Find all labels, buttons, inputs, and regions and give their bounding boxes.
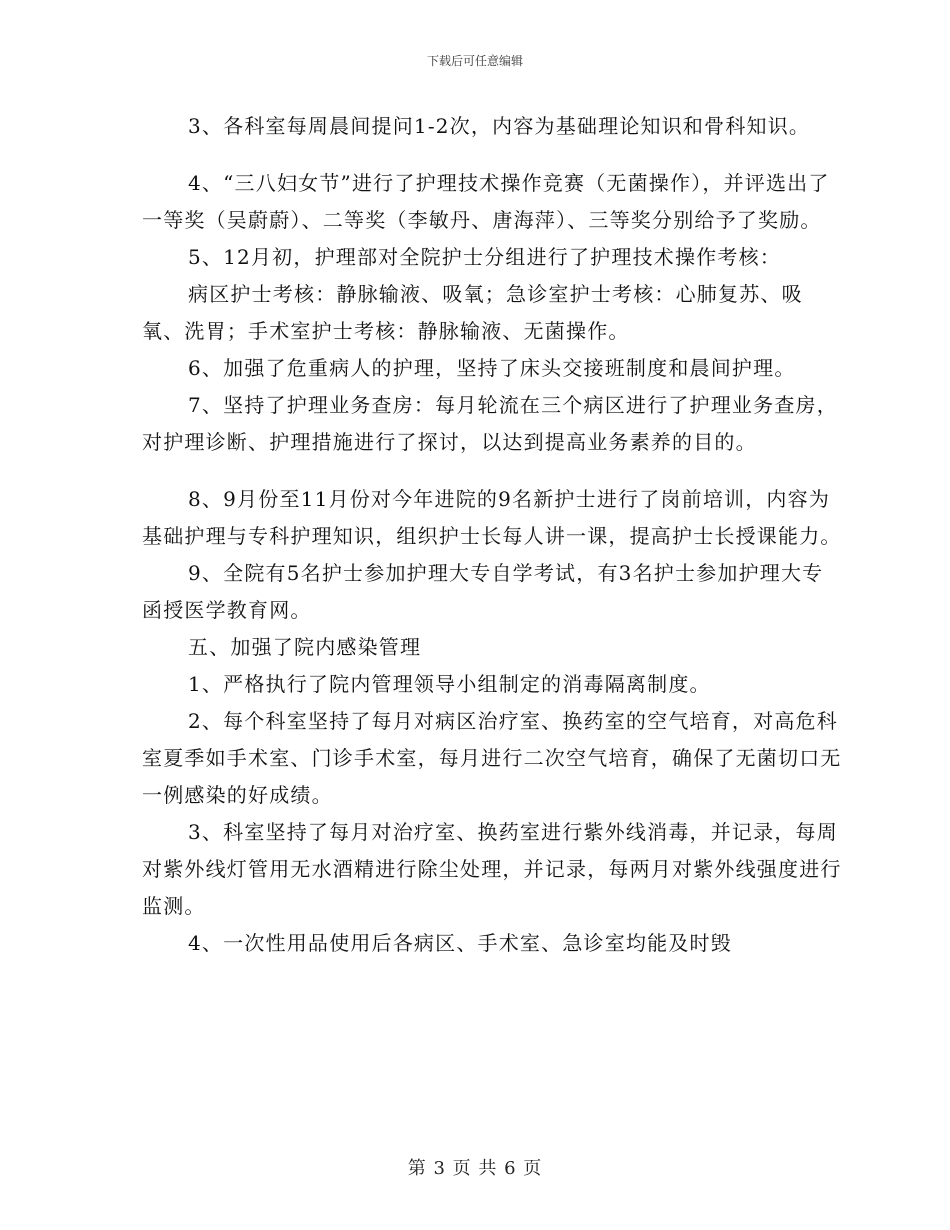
paragraph-item-5: 5、12月初，护理部对全院护士分组进行了护理技术操作考核： [188, 245, 781, 269]
section-heading-infection-control: 五、加强了院内感染管理 [188, 635, 422, 659]
paragraph-item-9: 9、全院有5名护士参加护理大专自学考试，有3名护士参加护理大专函授医学教育网。 [142, 561, 824, 622]
paragraph-infection-2: 2、每个科室坚持了每月对病区治疗室、换药室的空气培育，对高危科室夏季如手术室、门诊手术室，每月进行二次空气培育，确保了无菌切口无一例感染的好成绩。 [142, 709, 842, 807]
document-body [142, 108, 842, 962]
paragraph-infection-1: 1、严格执行了院内管理领导小组制定的消毒隔离制度。 [188, 672, 711, 696]
paragraph-infection-4: 4、一次性用品使用后各病区、手术室、急诊室均能及时毁 [188, 931, 732, 955]
page-number-footer: 第 3 页 共 6 页 [407, 1158, 543, 1179]
page-header: 下载后可任意编辑 [426, 54, 523, 68]
paragraph-item-3: 3、各科室每周晨间提问1-2次，内容为基础理论知识和骨科知识。 [188, 114, 811, 138]
paragraph-infection-3: 3、科室坚持了每月对治疗室、换药室进行紫外线消毒，并记录，每周对紫外线灯管用无水酒精进行除尘处理，并记录，每两月对紫外线强度进行监测。 [142, 820, 842, 918]
paragraph-item-7: 7、坚持了护理业务查房：每月轮流在三个病区进行了护理业务查房，对护理诊断、护理措施进行了探讨，以达到提高业务素养的目的。 [142, 393, 838, 454]
paragraph-exam-details: 病区护士考核：静脉输液、吸氧；急诊室护士考核：心肺复苏、吸氧、洗胃；手术室护士考核：静脉输液、无菌操作。 [142, 282, 803, 343]
paragraph-item-4: 4、“三八妇女节”进行了护理技术操作竞赛（无菌操作），并评选出了一等奖（吴蔚蔚）、二等奖（李敏丹、唐海萍）、三等奖分别给予了奖励。 [142, 171, 830, 232]
paragraph-item-6: 6、加强了危重病人的护理，坚持了床头交接班制度和晨间护理。 [188, 356, 796, 380]
paragraph-item-8: 8、9月份至11月份对今年进院的9名新护士进行了岗前培训，内容为基础护理与专科护理知识，组织护士长每人讲一课，提高护士长授课能力。 [142, 487, 842, 548]
